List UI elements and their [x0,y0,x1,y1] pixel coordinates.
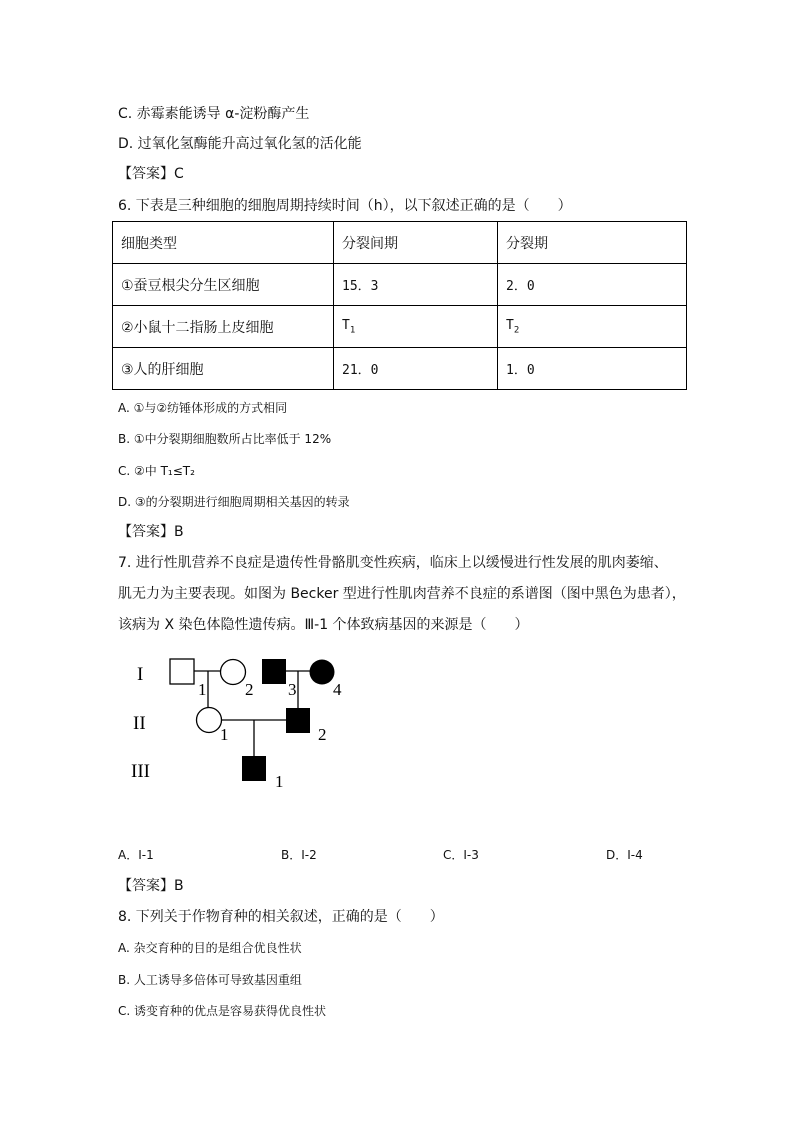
table-cell [334,306,498,348]
label-i-2: 2 [245,680,254,699]
individual-ii-2-affected-male [286,708,310,733]
label-iii-1: 1 [275,772,284,791]
q5-option-d: D. 过氧化氢酶能升高过氧化氢的活化能 [118,136,362,152]
table-cell: 1．0 [498,348,687,390]
table-header: 细胞类型 [113,222,334,264]
table-cell: ①蚕豆根尖分生区细胞 [113,264,334,306]
label-i-1: 1 [198,680,207,699]
q7-stem-line2: 肌无力为主要表现。如图为 Becker 型进行性肌肉营养不良症的系谱图（图中黑色为患者）， [118,586,686,602]
generation-label-ii: II [133,713,146,734]
q8-stem: 8. 下列关于作物育种的相关叙述，正确的是（ ） [118,909,444,925]
individual-i-1-unaffected-male [170,659,194,684]
label-ii-1: 1 [220,725,229,744]
q7-option-d: D．Ⅰ-4 [606,848,643,862]
q7-answer: 【答案】B [118,878,184,894]
q6-option-c: C. ②中 T₁≤T₂ [118,464,195,478]
label-i-3: 3 [288,680,297,699]
table-cell: 2．0 [498,264,687,306]
table-row [113,348,687,390]
q6-option-a: A. ①与②纺锤体形成的方式相同 [118,401,288,415]
q7-option-b: B．Ⅰ-2 [281,848,317,862]
q7-option-a: A．Ⅰ-1 [118,848,154,862]
cell-cycle-table [112,221,687,390]
t1-symbol: $T_1$ [342,317,356,336]
q6-answer: 【答案】B [118,524,184,540]
q5-option-c: C. 赤霉素能诱导 α-淀粉酶产生 [118,106,310,122]
q8-option-b: B. 人工诱导多倍体可导致基因重组 [118,973,302,987]
table-cell: 21．0 [334,348,498,390]
individual-i-4-affected-female [310,660,335,685]
label-i-4: 4 [333,680,342,699]
generation-label-iii: III [131,761,150,782]
generation-label-i: I [137,664,144,685]
pedigree-chart [0,650,794,800]
q7-option-c: C．Ⅰ-3 [443,848,479,862]
q6-option-d: D. ③的分裂期进行细胞周期相关基因的转录 [118,495,350,509]
q7-stem-line1: 7. 进行性肌营养不良症是遗传性骨骼肌变性疾病，临床上以缓慢进行性发展的肌肉萎缩、 [118,555,668,571]
t2-symbol: $T_2$ [506,317,520,336]
table-row [113,264,687,306]
q5-answer: 【答案】C [118,166,184,182]
table-row [113,306,687,348]
q6-stem: 6. 下表是三种细胞的细胞周期持续时间（h），以下叙述正确的是（ ） [118,198,572,214]
individual-ii-1-unaffected-female [197,708,222,733]
table-cell: ②小鼠十二指肠上皮细胞 [113,306,334,348]
q8-option-a: A. 杂交育种的目的是组合优良性状 [118,941,302,955]
table-cell: ③人的肝细胞 [113,348,334,390]
table-header-row [113,222,687,264]
individual-i-3-affected-male [262,659,286,684]
table-cell [498,306,687,348]
q6-option-b: B. ①中分裂期细胞数所占比率低于 12% [118,432,332,446]
table-header: 分裂间期 [334,222,498,264]
individual-iii-1-affected-male [242,756,266,781]
q7-stem-line3: 该病为 X 染色体隐性遗传病。Ⅲ-1 个体致病基因的来源是（ ） [118,617,529,633]
individual-i-2-unaffected-female [221,660,246,685]
q8-option-c: C. 诱变育种的优点是容易获得优良性状 [118,1004,327,1018]
table-cell: 15．3 [334,264,498,306]
label-ii-2: 2 [318,725,327,744]
table-header: 分裂期 [498,222,687,264]
